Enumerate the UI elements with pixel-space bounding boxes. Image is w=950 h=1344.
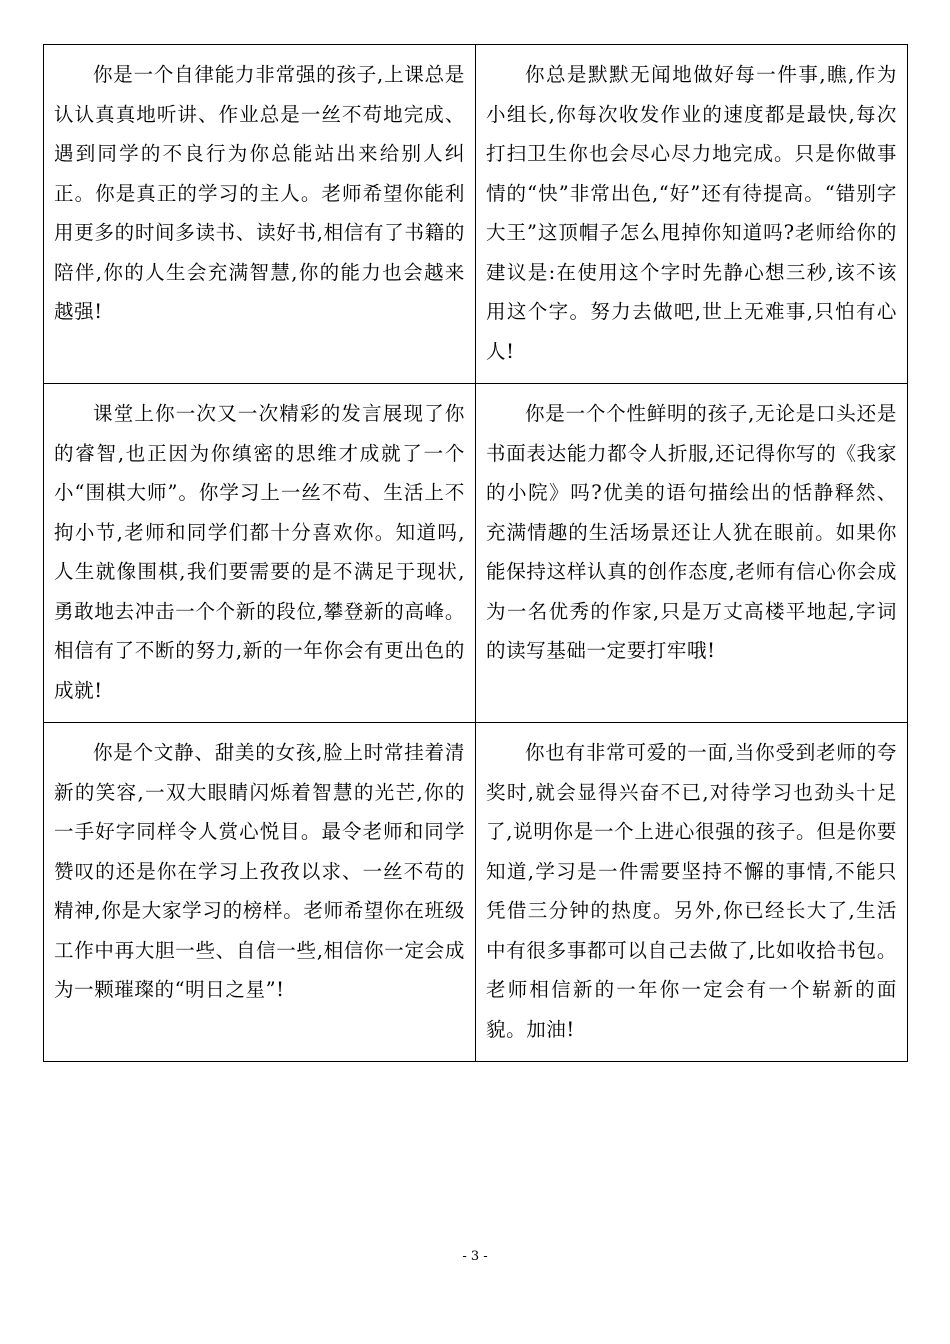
table-row	[44, 723, 908, 1062]
comment-cell	[476, 45, 908, 384]
table-row	[44, 384, 908, 723]
comment-text: 课堂上你一次又一次精彩的发言展现了你的睿智,也正因为你缜密的思维才成就了一个小“围棋大师”。你学习上一丝不苟、生活上不拘小节,老师和同学们都十分喜欢你。知道吗,人生就像围棋,我们要需要的是不满足于现状,勇敢地去冲击一个个新的段位,攀登新的高峰。相信有了不断的努力,新的一年你会有更出色的成就!	[54, 402, 465, 702]
comment-cell	[44, 723, 476, 1062]
comments-table	[43, 44, 908, 1062]
comment-cell	[476, 384, 908, 723]
comment-text: 你也有非常可爱的一面,当你受到老师的夸奖时,就会显得兴奋不已,对待学习也劲头十足了,说明你是一个上进心很强的孩子。但是你要知道,学习是一件需要坚持不懈的事情,不能只凭借三分钟的热度。另外,你已经长大了,生活中有很多事都可以自己去做了,比如收拾书包。老师相信新的一年你一定会有一个崭新的面貌。加油!	[486, 741, 897, 1041]
comment-text: 你是个文静、甜美的女孩,脸上时常挂着清新的笑容,一双大眼睛闪烁着智慧的光芒,你的一手好字同样令人赏心悦目。最令老师和同学赞叹的还是你在学习上孜孜以求、一丝不苟的精神,你是大家学习的榜样。老师希望你在班级工作中再大胆一些、自信一些,相信你一定会成为一颗璀璨的“明日之星”!	[54, 741, 465, 1001]
comment-text: 你是一个个性鲜明的孩子,无论是口头还是书面表达能力都令人折服,还记得你写的《我家的小院》吗?优美的语句描绘出的恬静释然、充满情趣的生活场景还让人犹在眼前。如果你能保持这样认真的创作态度,老师有信心你会成为一名优秀的作家,只是万丈高楼平地起,字词的读写基础一定要打牢哦!	[486, 402, 897, 662]
comment-cell	[44, 45, 476, 384]
comment-text: 你是一个自律能力非常强的孩子,上课总是认认真真地听讲、作业总是一丝不苟地完成、遇到同学的不良行为你总能站出来给别人纠正。你是真正的学习的主人。老师希望你能利用更多的时间多读书、读好书,相信有了书籍的陪伴,你的人生会充满智慧,你的能力也会越来越强!	[54, 63, 465, 323]
table-row	[44, 45, 908, 384]
page-number: - 3 -	[462, 1249, 488, 1264]
comment-cell	[44, 384, 476, 723]
comment-text: 你总是默默无闻地做好每一件事,瞧,作为小组长,你每次收发作业的速度都是最快,每次打扫卫生你也会尽心尽力地完成。只是你做事情的“快”非常出色,“好”还有待提高。“错别字大王”这顶帽子怎么甩掉你知道吗?老师给你的建议是:在使用这个字时先静心想三秒,该不该用这个字。努力去做吧,世上无难事,只怕有心人!	[486, 63, 897, 363]
comment-cell	[476, 723, 908, 1062]
